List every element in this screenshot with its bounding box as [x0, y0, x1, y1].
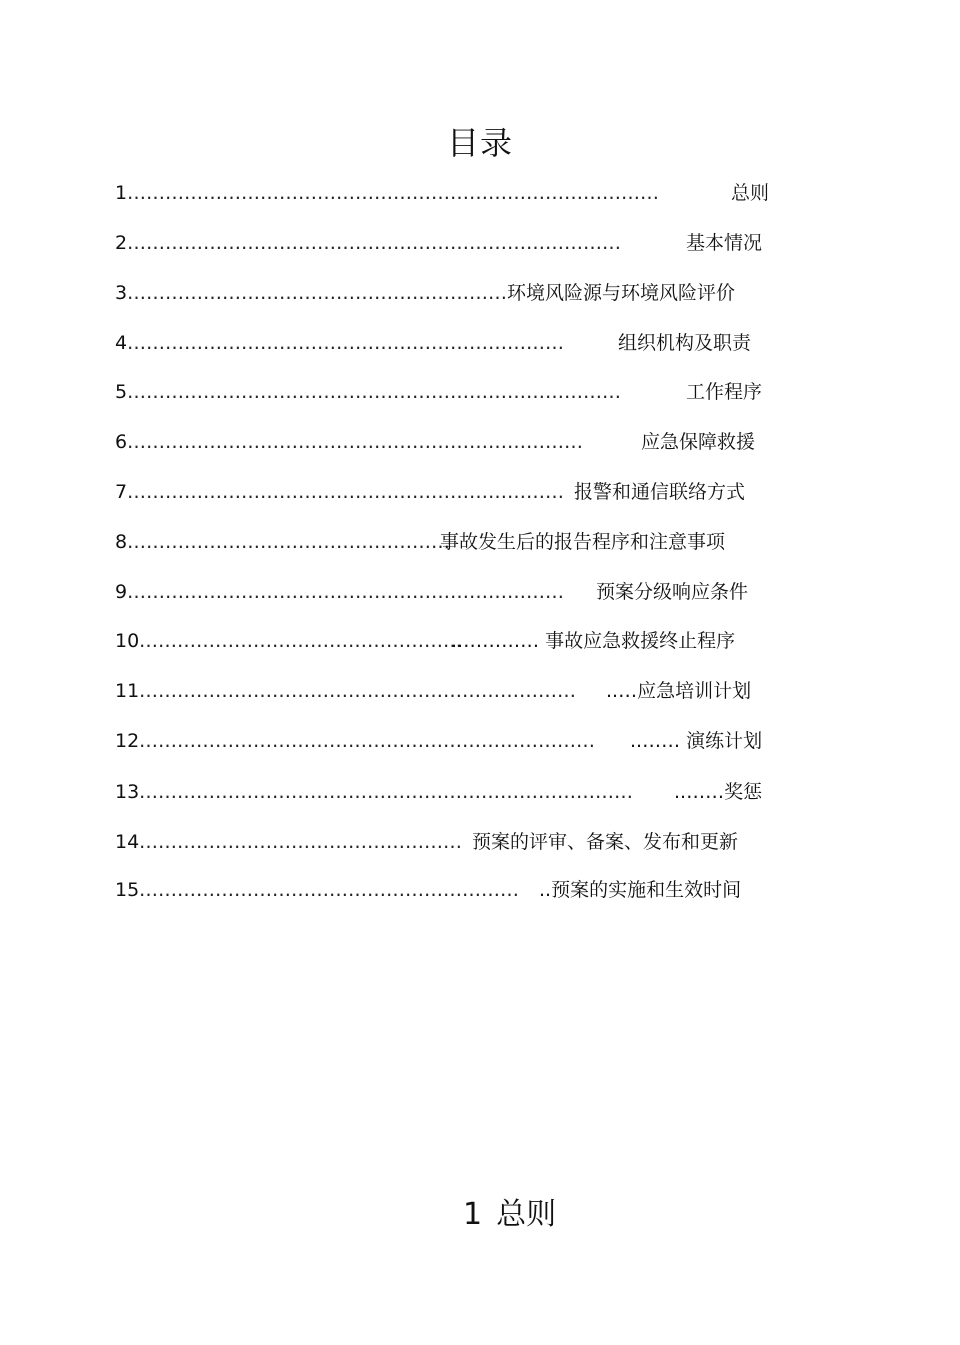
toc-entry-number: 13: [115, 781, 140, 803]
toc-entry-label: ..预案的实施和生效时间: [539, 879, 742, 901]
toc-entry[interactable]: [115, 180, 815, 206]
toc-entry-number: 6: [115, 431, 128, 453]
section-heading: [463, 1195, 556, 1235]
toc-dot-leader: ……………………………………………: [139, 831, 462, 853]
toc-entry[interactable]: [115, 280, 815, 306]
toc-dot-leader: ………………………………………………………………: [127, 431, 583, 453]
toc-dot-leader: ……………………………………………………………: [139, 680, 576, 702]
toc-entry[interactable]: [115, 529, 815, 555]
toc-entry[interactable]: [115, 330, 815, 356]
toc-dot-leader: ……………………………………………: [139, 630, 462, 652]
toc-entry-number: 1: [115, 182, 128, 204]
toc-entry-number: 3: [115, 282, 128, 304]
toc-entry-number: 2: [115, 232, 128, 254]
toc-entry[interactable]: [115, 429, 815, 455]
toc-dot-leader: ……………………………………………………………………: [127, 381, 621, 403]
toc-entry[interactable]: [115, 479, 815, 505]
toc-dot-leader: ……………………………………………………………: [127, 332, 564, 354]
toc-entry-label: 基本情况: [686, 232, 763, 254]
toc-entry[interactable]: [115, 877, 815, 903]
toc-entry-label: 环境风险源与环境风险评价: [507, 282, 736, 304]
toc-entry[interactable]: [115, 579, 815, 605]
toc-title: 目录: [446, 124, 513, 162]
toc-entry-number: 10: [115, 630, 140, 652]
toc-entry-number: 5: [115, 381, 128, 403]
toc-dot-leader: …………………………………………………………………………: [127, 182, 659, 204]
toc-entry-number: 9: [115, 581, 128, 603]
toc-entry-label: ..…应急培训计划: [606, 680, 752, 702]
toc-entry-label: 报警和通信联络方式: [574, 481, 746, 503]
toc-dot-leader: ……………………………………………………………: [127, 581, 564, 603]
toc-entry-number: 7: [115, 481, 128, 503]
toc-entry[interactable]: [115, 829, 815, 855]
toc-entry-label: 总则: [731, 182, 770, 204]
toc-dot-leader: ……………………………………………………: [127, 282, 507, 304]
toc-entry-label: 预案的评审、备案、发布和更新: [472, 831, 739, 853]
toc-entry-label: 事故发生后的报告程序和注意事项: [440, 531, 726, 553]
toc-entry[interactable]: [115, 779, 815, 805]
toc-entry[interactable]: [115, 678, 815, 704]
section-title: 总则: [496, 1197, 557, 1232]
toc-dot-leader: ………………………………………………………………: [139, 730, 595, 752]
toc-entry[interactable]: [115, 628, 815, 654]
toc-entry-label: ..…… 演练计划: [630, 730, 763, 752]
toc-entry-label: 预案分级响应条件: [596, 581, 749, 603]
toc-entry-label: 工作程序: [686, 381, 763, 403]
toc-entry-number: 11: [115, 680, 140, 702]
toc-entry-number: 15: [115, 879, 140, 901]
toc-entry[interactable]: [115, 379, 815, 405]
toc-entry-label: 应急保障救援: [641, 431, 756, 453]
toc-dot-leader: ……………………………………………: [127, 531, 450, 553]
toc-entry-label: ..………… 事故应急救援终止程序: [451, 630, 736, 652]
toc-entry[interactable]: [115, 728, 815, 754]
toc-entry-number: 14: [115, 831, 140, 853]
toc-dot-leader: ……………………………………………………………………: [127, 232, 621, 254]
toc-entry-number: 4: [115, 332, 128, 354]
toc-entry-number: 8: [115, 531, 128, 553]
toc-entry[interactable]: [115, 230, 815, 256]
toc-entry-label: ..……奖惩: [674, 781, 763, 803]
toc-dot-leader: ……………………………………………………………………: [139, 781, 633, 803]
toc-entry-number: 12: [115, 730, 140, 752]
toc-entry-label: 组织机构及职责: [618, 332, 752, 354]
toc-dot-leader: ……………………………………………………: [139, 879, 519, 901]
toc-dot-leader: ……………………………………………………………: [127, 481, 564, 503]
section-number: 1: [463, 1197, 483, 1232]
